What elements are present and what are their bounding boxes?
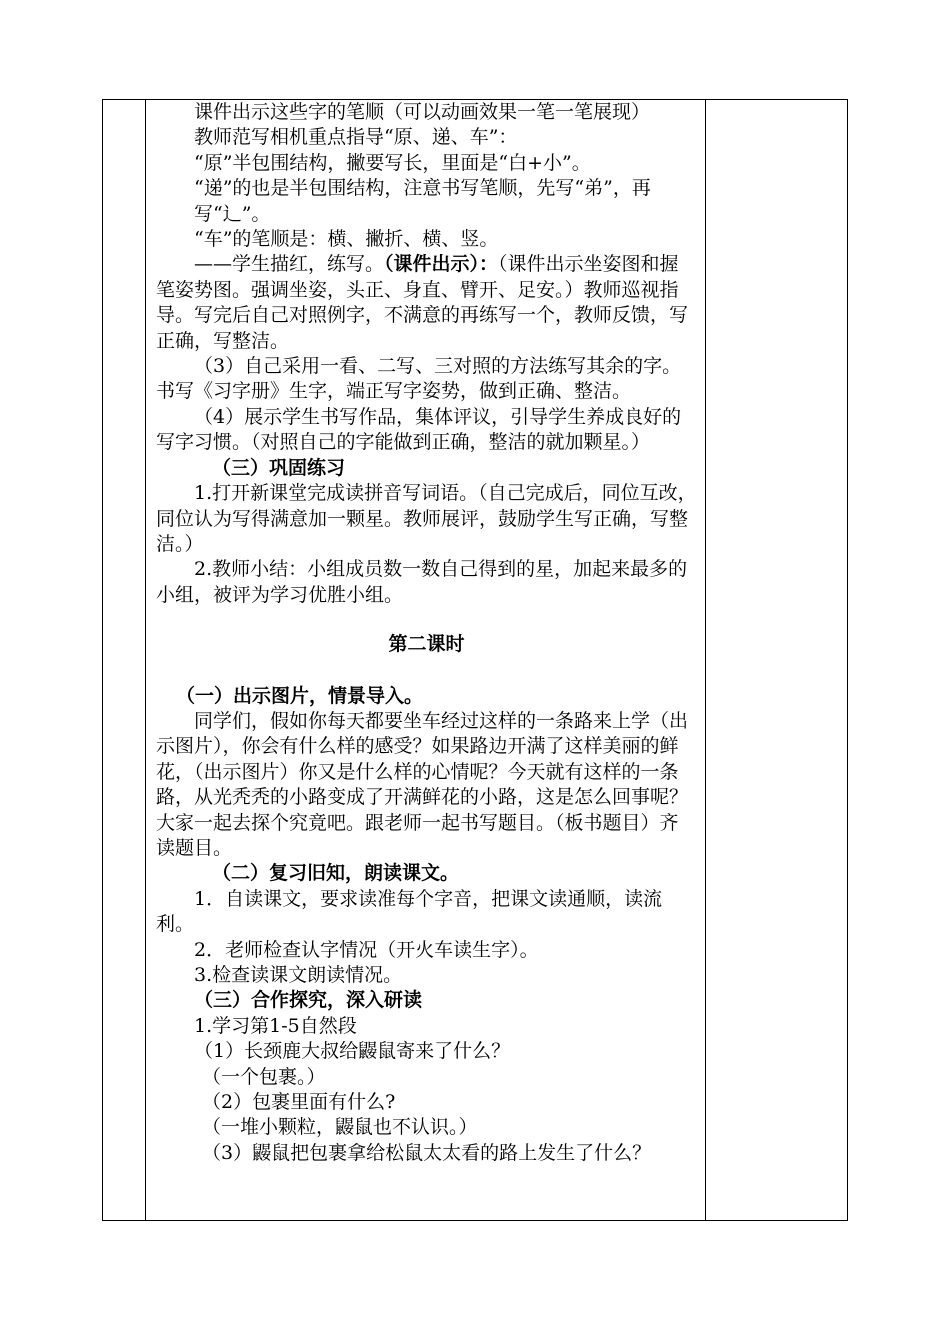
- lesson-content: [146, 100, 705, 1166]
- paragraph: （4）展示学生书写作品，集体评议，引导学生养成良好的写字习惯。（对照自己的字能做到正确，整洁的就加颗星。）: [156, 405, 682, 454]
- paragraph: 1．自读课文，要求读准每个字音，把课文读通顺，读流利。: [156, 887, 663, 936]
- paragraph: 2.教师小结：小组成员数一数自己得到的星，加起来最多的小组，被评为学习优胜小组。: [156, 558, 688, 606]
- section-heading: （三）合作探究，深入研读: [194, 989, 423, 1012]
- table-row: [103, 100, 848, 1221]
- right-notes-cell: [706, 100, 848, 1221]
- paragraph: （一个包裹。）: [202, 1065, 326, 1088]
- text-span: （课件出示坐姿图和握笔姿势图。强调坐姿，头正、身直、臂开、足安。）教师巡视指导。写完后自己对照例字，不满意的再练写一个，教师反馈，写正确，写整洁。: [156, 253, 689, 352]
- bold-span: （课件出示）：: [384, 253, 499, 276]
- left-margin-cell: [103, 100, 146, 1221]
- content-cell: [146, 100, 706, 1221]
- text-span: ——学生描红，练写。: [194, 253, 385, 276]
- lesson-title: 第二课时: [388, 633, 465, 656]
- section-heading: （一）出示图片，情景导入。: [176, 684, 424, 707]
- paragraph: [156, 252, 697, 354]
- paragraph: （3）鼹鼠把包裹拿给松鼠太太看的路上发生了什么？: [202, 1141, 652, 1164]
- section-heading: （三）巩固练习: [212, 456, 346, 479]
- paragraph: 3.检查读课文朗读情况。: [194, 964, 403, 986]
- paragraph: （一堆小颗粒，鼹鼠也不认识。）: [202, 1116, 478, 1139]
- paragraph: “递”的也是半包围结构，注意书写笔顺，先写“弟”，再写“辶”。: [194, 177, 651, 225]
- paragraph: 课件出示这些字的笔顺（可以动画效果一笔一笔展现）: [194, 101, 651, 123]
- paragraph: “车”的笔顺是：横、撇折、横、竖。: [194, 228, 499, 251]
- section-heading: （二）复习旧知，朗读课文。: [212, 862, 460, 885]
- paragraph: 2．老师检查认字情况（开火车读生字）。: [194, 938, 539, 961]
- paragraph: 同学们，假如你每天都要坐车经过这样的一条路来上学（出示图片），你会有什么样的感受？如果路边开满了这样美丽的鲜花，（出示图片）你又是什么样的心情呢？今天就有这样的一条路，从光秃秃的小路变成了开满鲜花的小路，这是怎么回事呢？大家一起去探个究竟吧。跟老师一起书写题目。（板书题目）齐读题目。: [156, 709, 689, 859]
- lesson-table: [102, 99, 848, 1221]
- paragraph: （1）长颈鹿大叔给鼹鼠寄来了什么？: [194, 1040, 511, 1063]
- paragraph: （3）自己采用一看、二写、三对照的方法练写其余的字。书写《习字册》生字，端正写字姿势，做到正确、整洁。: [156, 355, 682, 403]
- paragraph: 1.打开新课堂完成读拼音写词语。（自己完成后，同位互改，同位认为写得满意加一颗星。教师展评，鼓励学生写正确，写整洁。）: [156, 482, 697, 555]
- paragraph: “原”半包围结构，撇要写长，里面是“白+小”。: [194, 151, 591, 174]
- paragraph: 教师范写相机重点指导“原、递、车”：: [194, 126, 518, 149]
- paragraph: （2）包裹里面有什么?: [202, 1091, 396, 1114]
- paragraph: 1.学习第1-5自然段: [194, 1014, 357, 1037]
